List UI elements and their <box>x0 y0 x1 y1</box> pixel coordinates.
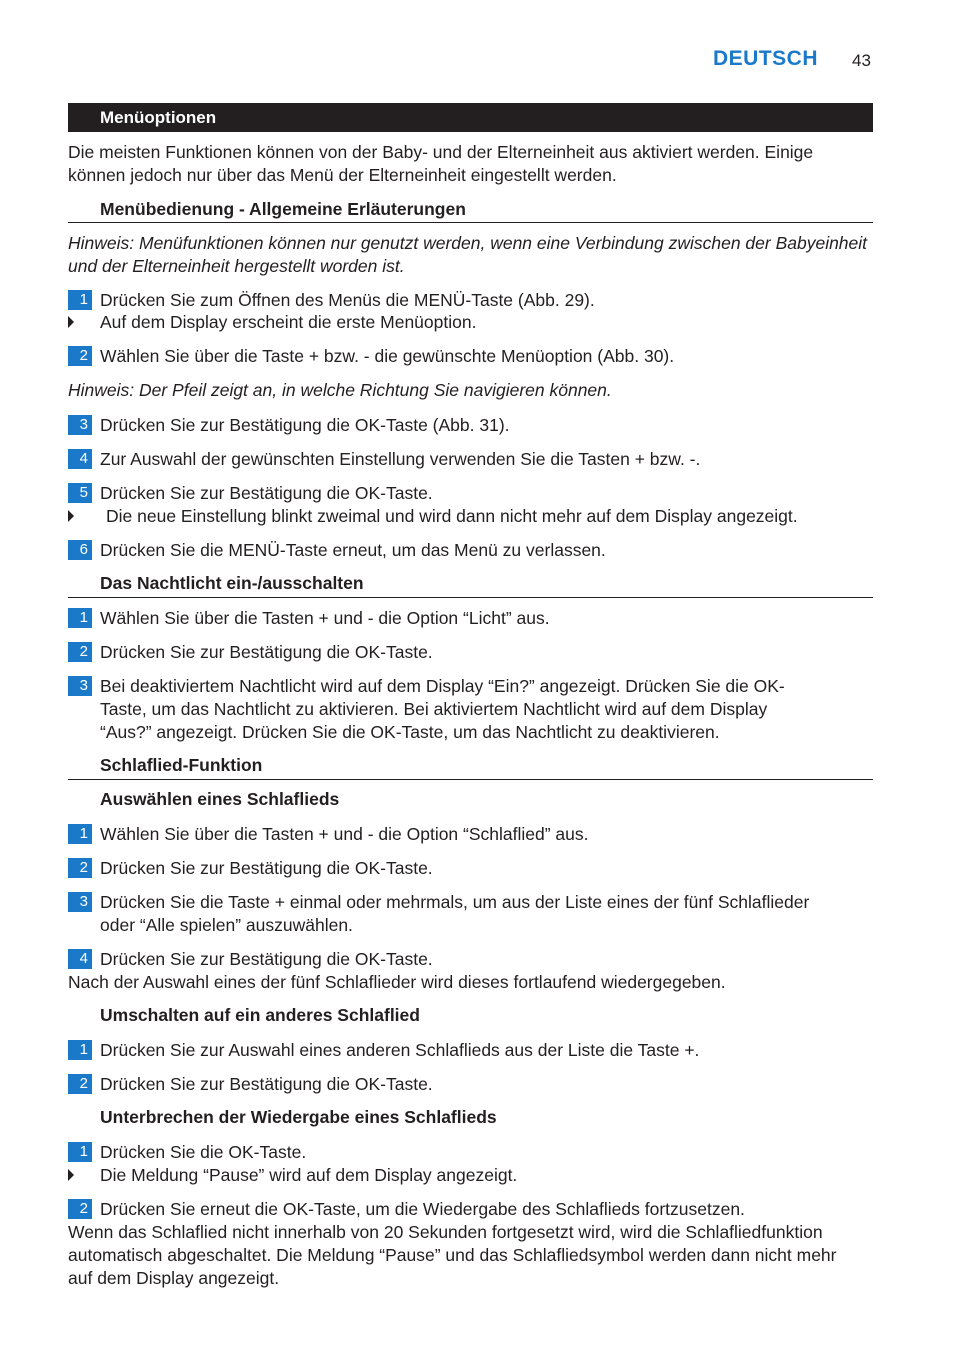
result-arrow-icon <box>68 510 74 522</box>
step-text: Drücken Sie zur Bestätigung die OK-Taste. <box>100 949 433 969</box>
step-text: Wählen Sie über die Tasten + und - die Option “Licht” aus. <box>100 608 550 628</box>
language-label: DEUTSCH <box>713 47 819 70</box>
divider <box>68 222 873 223</box>
divider <box>68 597 873 598</box>
note-paragraph: Hinweis: Der Pfeil zeigt an, in welche Richtung Sie navigieren können. <box>68 380 612 400</box>
step-text: Drücken Sie die MENÜ-Taste erneut, um das Menü zu verlassen. <box>100 540 606 560</box>
nightlight-heading: Das Nachtlicht ein-/ausschalten <box>100 573 364 593</box>
step-number-badge: 3 <box>68 892 92 912</box>
step-text: Drücken Sie zum Öffnen des Menüs die MENÜ-Taste (Abb. 29). <box>100 290 595 310</box>
result-text: Auf dem Display erscheint die erste Menüoption. <box>100 312 477 332</box>
step-text: Wählen Sie über die Tasten + und - die Option “Schlaflied” aus. <box>100 824 589 844</box>
step-text: Taste, um das Nachtlicht zu aktivieren. Bei aktiviertem Nachtlicht wird auf dem Display <box>100 699 768 719</box>
step-number-badge: 2 <box>68 1074 92 1094</box>
body-paragraph: auf dem Display angezeigt. <box>68 1268 280 1288</box>
step-text: Wählen Sie über die Taste + bzw. - die gewünschte Menüoption (Abb. 30). <box>100 346 675 366</box>
menu-heading: Menübedienung - Allgemeine Erläuterungen <box>100 199 466 219</box>
step-number-badge: 3 <box>68 415 92 435</box>
step-text: Drücken Sie zur Bestätigung die OK-Taste (Abb. 31). <box>100 415 510 435</box>
step-text: Drücken Sie erneut die OK-Taste, um die Wiedergabe des Schlaflieds fortzusetzen. <box>100 1199 745 1219</box>
step-number-badge: 1 <box>68 1040 92 1060</box>
step-number-badge: 2 <box>68 858 92 878</box>
step-number-badge: 1 <box>68 1142 92 1162</box>
step-text: oder “Alle spielen” auszuwählen. <box>100 915 353 935</box>
note-paragraph: Hinweis: Menüfunktionen können nur genutzt werden, wenn eine Verbindung zwischen der Babyeinheit und der Elterneinheit hergestellt worden ist. <box>68 233 868 276</box>
step-text: “Aus?” angezeigt. Drücken Sie die OK-Taste, um das Nachtlicht zu deaktivieren. <box>100 722 720 742</box>
step-text: Drücken Sie zur Bestätigung die OK-Taste. <box>100 858 433 878</box>
pause-lullaby-heading: Unterbrechen der Wiedergabe eines Schlaflieds <box>100 1107 497 1127</box>
intro-paragraph: Die meisten Funktionen können von der Baby- und der Elterneinheit aus aktiviert werden. Einige können jedoch nur über das Menü der Elterneinheit eingestellt werden. <box>68 142 814 185</box>
lullaby-heading: Schlaflied-Funktion <box>100 755 263 775</box>
body-paragraph: Wenn das Schlaflied nicht innerhalb von 20 Sekunden fortgesetzt wird, wird die Schlafliedfunktion <box>68 1222 823 1242</box>
switch-lullaby-heading: Umschalten auf ein anderes Schlaflied <box>100 1005 420 1025</box>
step-number-badge: 4 <box>68 449 92 469</box>
result-text: Die Meldung “Pause” wird auf dem Display angezeigt. <box>100 1165 518 1185</box>
step-number-badge: 6 <box>68 540 92 560</box>
step-text: Drücken Sie zur Bestätigung die OK-Taste. <box>100 483 433 503</box>
step-number-badge: 1 <box>68 290 92 310</box>
page-number: 43 <box>852 51 871 70</box>
step-number-badge: 1 <box>68 608 92 628</box>
step-number-badge: 2 <box>68 1199 92 1219</box>
result-text: Die neue Einstellung blinkt zweimal und wird dann nicht mehr auf dem Display angezeigt. <box>106 506 798 526</box>
divider <box>68 779 873 780</box>
body-paragraph: automatisch abgeschaltet. Die Meldung “Pause” und das Schlafliedsymbol werden dann nicht mehr <box>68 1245 837 1265</box>
section-title: Menüoptionen <box>100 108 217 127</box>
step-number-badge: 1 <box>68 824 92 844</box>
step-number-badge: 2 <box>68 346 92 366</box>
step-text: Bei deaktiviertem Nachtlicht wird auf dem Display “Ein?” angezeigt. Drücken Sie die OK- <box>100 676 785 696</box>
body-paragraph: Nach der Auswahl eines der fünf Schlaflieder wird dieses fortlaufend wiedergegeben. <box>68 972 726 992</box>
step-text: Drücken Sie die OK-Taste. <box>100 1142 307 1162</box>
step-number-badge: 3 <box>68 676 92 696</box>
step-text: Drücken Sie zur Bestätigung die OK-Taste. <box>100 642 433 662</box>
result-arrow-icon <box>68 316 74 328</box>
section-bar <box>68 103 873 132</box>
result-arrow-icon <box>68 1169 74 1181</box>
step-number-badge: 4 <box>68 949 92 969</box>
step-number-badge: 5 <box>68 483 92 503</box>
step-text: Drücken Sie zur Bestätigung die OK-Taste. <box>100 1074 433 1094</box>
step-number-badge: 2 <box>68 642 92 662</box>
step-text: Zur Auswahl der gewünschten Einstellung verwenden Sie die Tasten + bzw. -. <box>100 449 701 469</box>
step-text: Drücken Sie die Taste + einmal oder mehrmals, um aus der Liste eines der fünf Schlaflieder <box>100 892 810 912</box>
select-lullaby-heading: Auswählen eines Schlaflieds <box>100 789 340 809</box>
step-text: Drücken Sie zur Auswahl eines anderen Schlaflieds aus der Liste die Taste +. <box>100 1040 700 1060</box>
